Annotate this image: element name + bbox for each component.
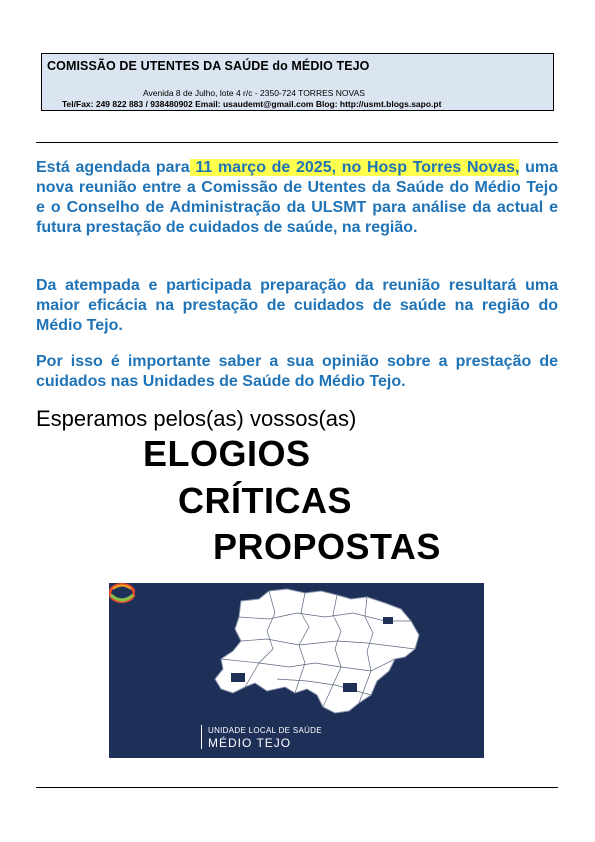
- lead-text: Esperamos pelos(as) vossos(as): [36, 406, 357, 431]
- word-criticas: CRÍTICAS: [178, 480, 352, 521]
- organization-contacts: Tel/Fax: 249 822 883 / 938480902 Email: usaudemt@gmail.com Blog: http://usmt.blogs.sapo.pt: [62, 99, 442, 109]
- meeting-details: uma nova reunião entre a Comissão de Utentes da Saúde do Médio Tejo e o Conselho de Administração da ULSMT para análise da actual e futura prestação de cuidados de saúde, na região.: [36, 159, 559, 236]
- paragraph-preparation: Da atempada e participada preparação da reunião resultará uma maior eficácia na prestação de cuidados de saúde na região do Médio Tejo.: [36, 277, 558, 334]
- bottom-divider: [36, 787, 558, 788]
- ulsmt-map-banner: [109, 583, 484, 758]
- word-propostas: PROPOSTAS: [213, 526, 441, 567]
- ulsmt-logo-icon: [109, 583, 135, 603]
- meeting-date-highlight: 11 março de 2025, no Hosp Torres Novas,: [189, 159, 520, 176]
- paragraph-opinion: Por isso é importante saber a sua opinião sobre a prestação de cuidados nas Unidades de Saúde do Médio Tejo.: [36, 353, 558, 390]
- word-elogios: ELOGIOS: [143, 433, 311, 474]
- organization-address: Avenida 8 de Julho, lote 4 r/c - 2350-724 TORRES NOVAS: [143, 88, 365, 98]
- paragraph-meeting: [36, 158, 558, 238]
- header-box: [41, 53, 554, 111]
- brand-separator: [201, 725, 202, 749]
- top-divider: [36, 142, 558, 143]
- organization-title: COMISSÃO DE UTENTES DA SAÚDE do MÉDIO TEJO: [47, 59, 370, 73]
- brand-name: MÉDIO TEJO: [208, 736, 292, 750]
- brand-subtitle: UNIDADE LOCAL DE SAÚDE: [208, 726, 322, 735]
- meeting-intro: Está agendada para: [36, 159, 190, 176]
